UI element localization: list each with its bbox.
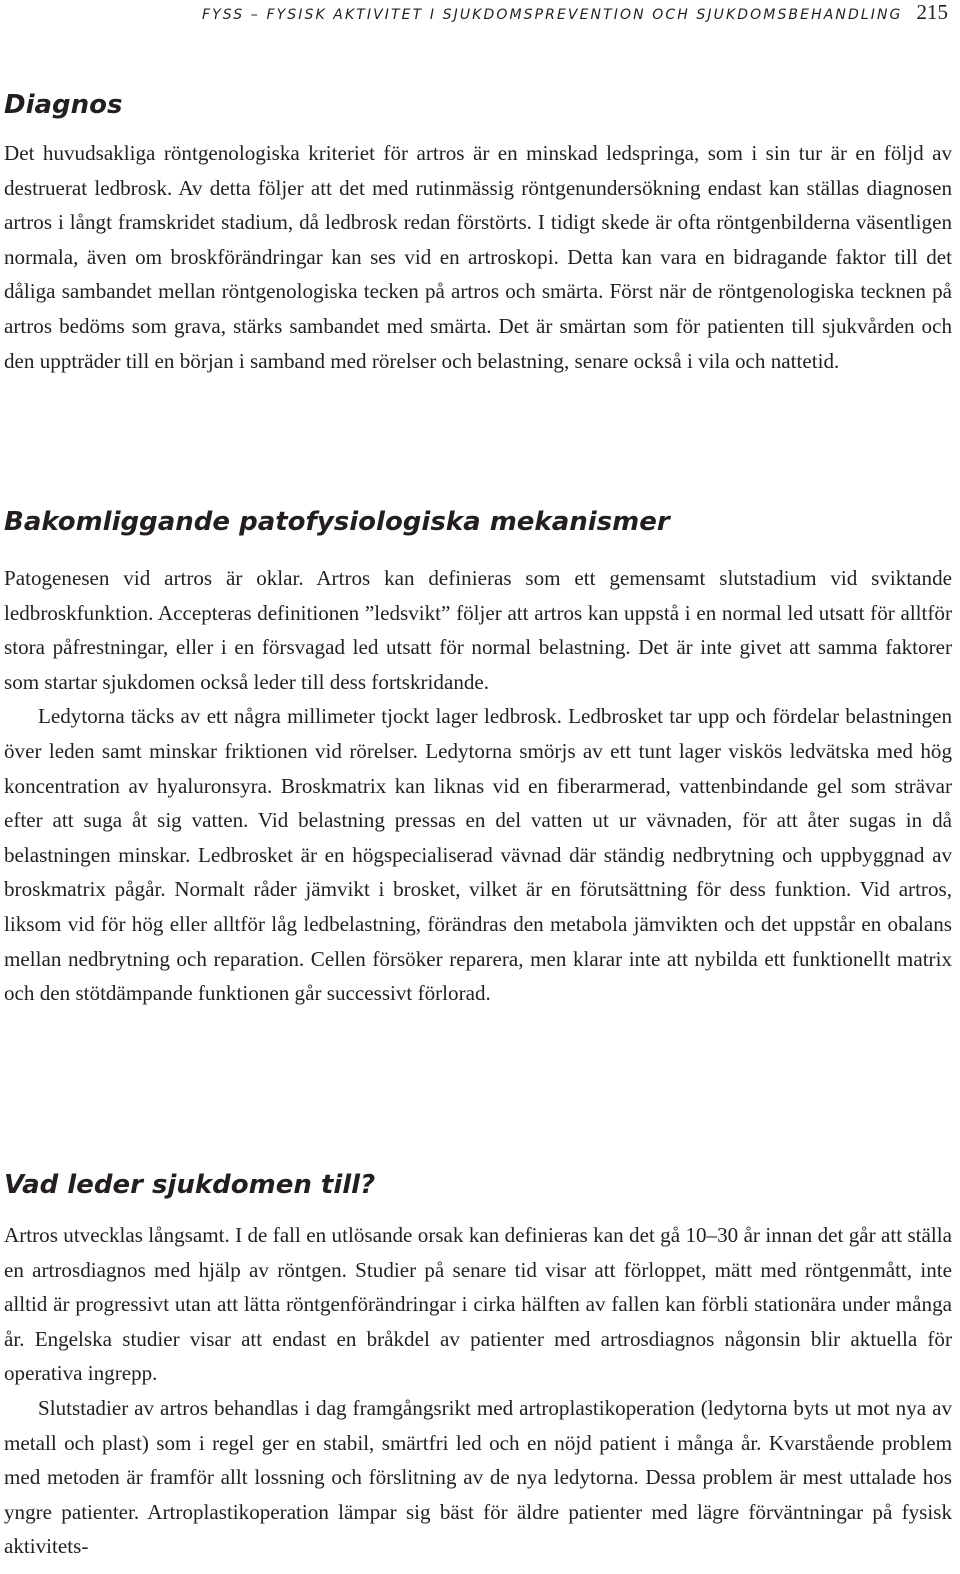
section-heading: Diagnos <box>4 90 123 120</box>
paragraph: Artros utvecklas långsamt. I de fall en utlösande orsak kan definieras kan det gå 10–30 år innan det går att ställa en artrosdiagnos med hjälp av röntgen. Studier på senare tid visar att förloppet, mätt med röntgenmått, inte alltid är progressivt utan att lätta röntgenförändringar i cirka hälften av fallen kan förbli stationära under många år. Engelska studier visar att endast en bråkdel av patienter med artrosdiagnos någonsin blir aktuella för operativa ingrepp. <box>4 1223 952 1386</box>
running-title: FYSS – FYSISK AKTIVITET I SJUKDOMSPREVENTION OCH SJUKDOMSBEHANDLING <box>201 7 903 23</box>
paragraph: Patogenesen vid artros är oklar. Artros kan definieras som ett gemensamt slutstadium vid sviktande ledbroskfunktion. Accepteras definitionen ”ledsvikt” följer att artros kan uppstå i en normal led utsatt för alltför stora påfrestningar, eller i en försvagad led utsatt för normal belastning. Det är inte givet att samma faktorer som startar sjukdomen också leder till dess fortskridande. <box>4 566 952 694</box>
paragraph: Det huvudsakliga röntgenologiska kriteriet för artros är en minskad ledspringa, som i sin tur är en följd av destruerat ledbrosk. Av detta följer att det med rutinmässig röntgenundersökning endast kan ställas diagnosen artros i långt framskridet stadium, då ledbrosk redan förstörts. I tidigt skede är ofta röntgenbilderna väsentligen normala, även om broskförändringar kan ses vid en artroskopi. Detta kan vara en bidragande faktor till det dåliga sambandet mellan röntgenologiska tecken på artros och smärta. Först när de röntgenologiska tecknen på artros bedöms som grava, stärks sambandet med smärta. Det är smärtan som för patienten till sjukvården och den uppträder till en början i samband med rörelser och belastning, senare också i vila och nattetid. <box>4 141 952 373</box>
paragraph: Slutstadier av artros behandlas i dag framgångsrikt med artroplastikoperation (ledytorna byts ut mot nya av metall och plast) som i regel ger en stabil, smärtfri led och en nöjd patient i många år. Kvarstående problem med metoden är framför allt lossning och förslitning av de nya ledytorna. Dessa problem är mest uttalade hos yngre patienter. Artroplastikoperation lämpar sig bäst för äldre patienter med lägre förväntningar på fysisk aktivitets- <box>4 1395 952 1559</box>
paragraph: Ledytorna täcks av ett några millimeter tjockt lager ledbrosk. Ledbrosket tar upp och fördelar belastningen över leden samt minskar friktionen vid rörelser. Ledytorna smörjs av ett tunt lager viskös ledvätska med hög koncentration av hyaluronsyra. Broskmatrix kan liknas vid en fiberarmerad, vattenbindande gel som strävar efter att suga åt sig vatten. Vid belastning pressas en del vatten ut ur vävnaden, för att åter sugas in då belastningen minskar. Ledbrosket är en högspecialiserad vävnad där ständig nedbrytning och uppbyggnad av broskmatrix pågår. Normalt råder jämvikt i brosket, vilket är en förutsättning för dess funktion. Vid artros, liksom vid för hög eller alltför låg ledbelastning, förändras den metabola jämvikten och det uppstår en obalans mellan nedbrytning och reparation. Cellen försöker reparera, men klarar inte att nybilda ett funktionellt matrix och den stötdämpande funktionen går successivt förlorad. <box>4 704 952 1006</box>
section-heading: Vad leder sjukdomen till? <box>4 1170 376 1200</box>
section-heading: Bakomliggande patofysiologiska mekanismer <box>4 507 670 537</box>
section-diagnos <box>4 86 952 378</box>
section-patofysiologi <box>4 503 952 1011</box>
running-header <box>202 0 948 24</box>
section-vad-leder-till <box>4 1166 952 1564</box>
page-number: 215 <box>916 0 948 24</box>
